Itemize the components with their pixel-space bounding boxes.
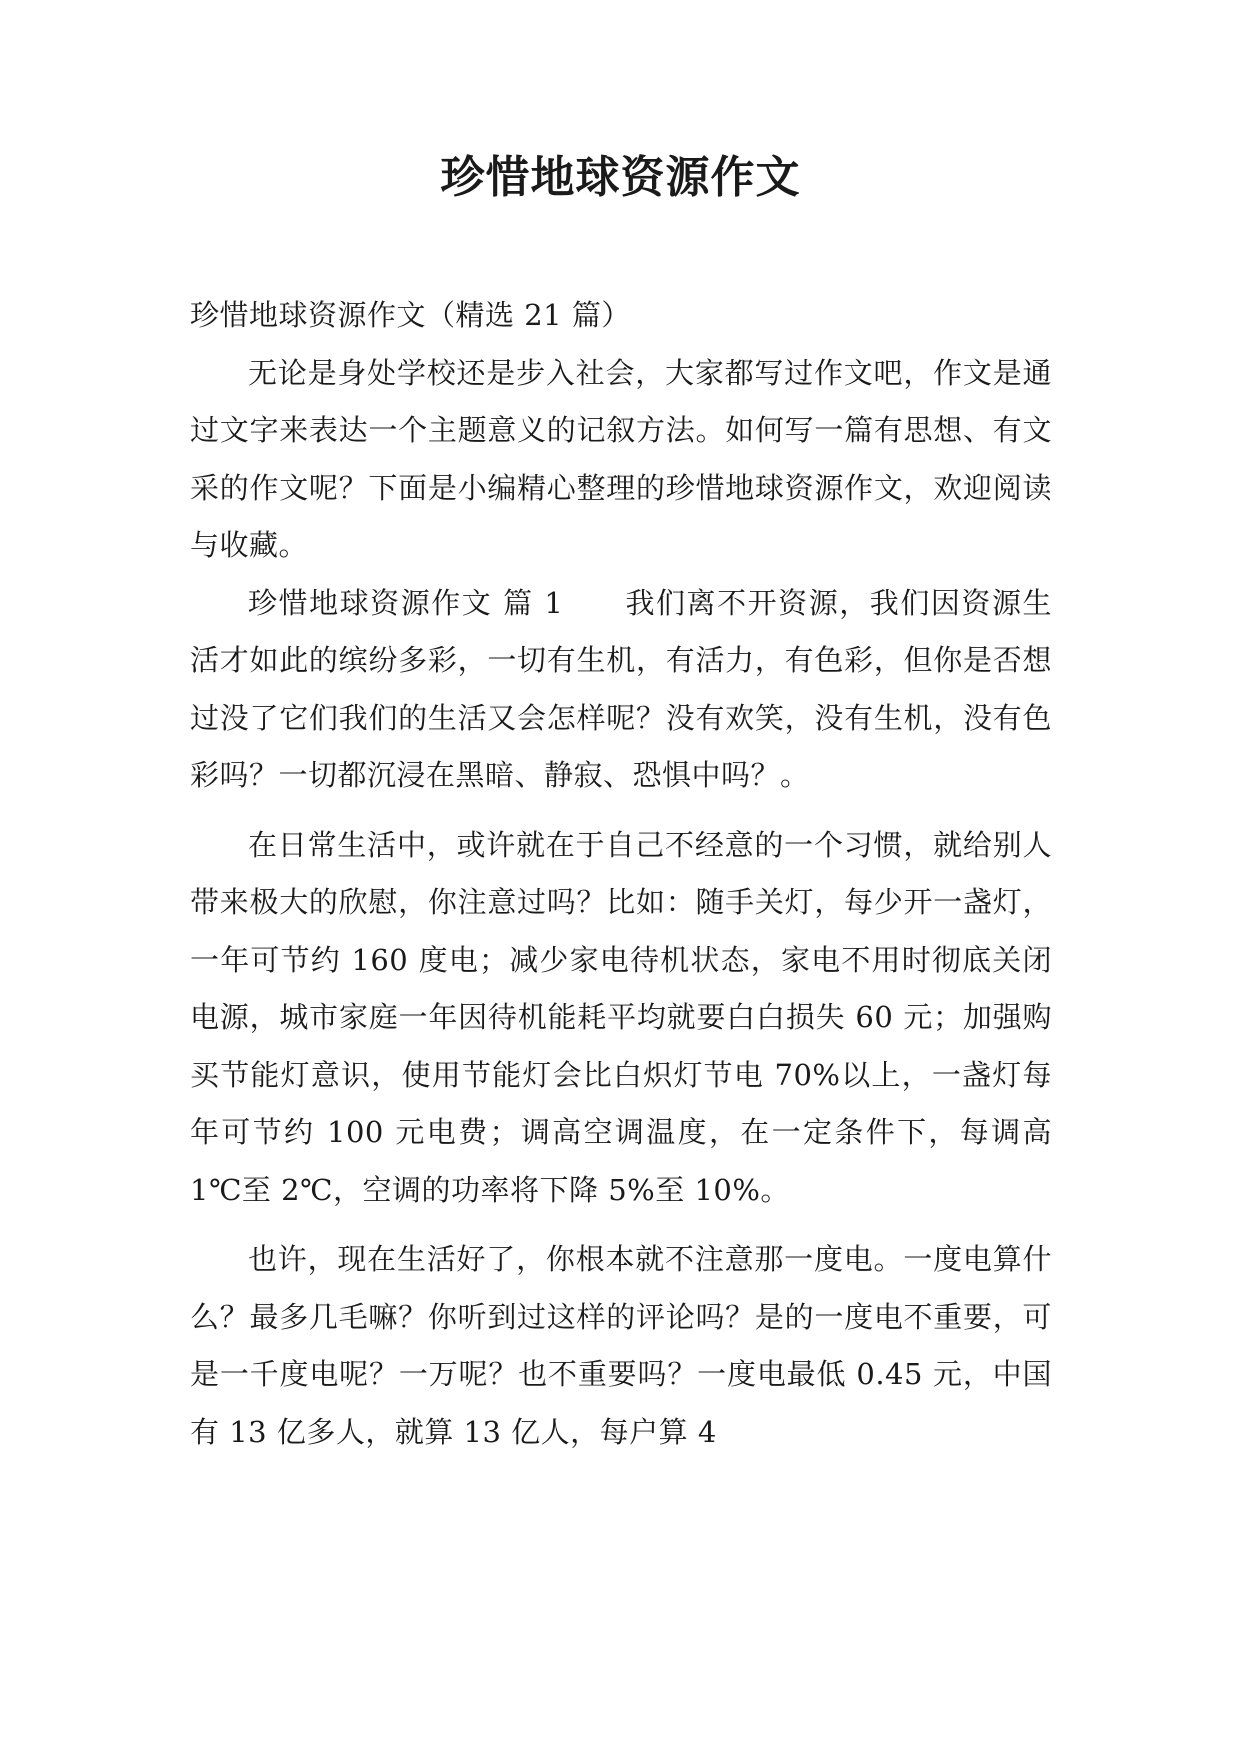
paragraph-electricity: 也许，现在生活好了，你根本就不注意那一度电。一度电算什么？最多几毛嘛？你听到过这样的评论吗？是的一度电不重要，可是一千度电呢？一万呢？也不重要吗？一度电最低 0.45 元，中国有 13 亿多人，就算 13 亿人，每户算 4: [190, 1242, 1052, 1449]
paragraph-intro: 无论是身处学校还是步入社会，大家都写过作文吧，作文是通过文字来表达一个主题意义的记叙方法。如何写一篇有思想、有文采的作文呢？下面是小编精心整理的珍惜地球资源作文，欢迎阅读与收藏。: [190, 355, 1052, 562]
document-body: [190, 287, 1052, 1461]
document-subtitle: 珍惜地球资源作文（精选 21 篇）: [190, 298, 631, 332]
document-title: 珍惜地球资源作文: [440, 152, 801, 203]
paragraph-daily-habits: 在日常生活中，或许就在于自己不经意的一个习惯，就给别人带来极大的欣慰，你注意过吗？比如：随手关灯，每少开一盏灯，一年可节约 160 度电；减少家电待机状态，家电不用时彻底关闭电源，城市家庭一年因待机能耗平均就要白白损失 60 元；加强购买节能灯意识，使用节能灯会比白炽灯节电 70%以上，一盏灯每年可节约 100 元电费；调高空调温度，在一定条件下，每调高 1℃至 2℃，空调的功率将下降 5%至 10%。: [190, 827, 1052, 1207]
paragraph-section-1: 珍惜地球资源作文 篇 1 我们离不开资源，我们因资源生活才如此的缤纷多彩，一切有生机，有活力，有色彩，但你是否想过没了它们我们的生活又会怎样呢？没有欢笑，没有生机，没有色彩吗？一切都沉浸在黑暗、静寂、恐惧中吗？。: [190, 585, 1052, 792]
